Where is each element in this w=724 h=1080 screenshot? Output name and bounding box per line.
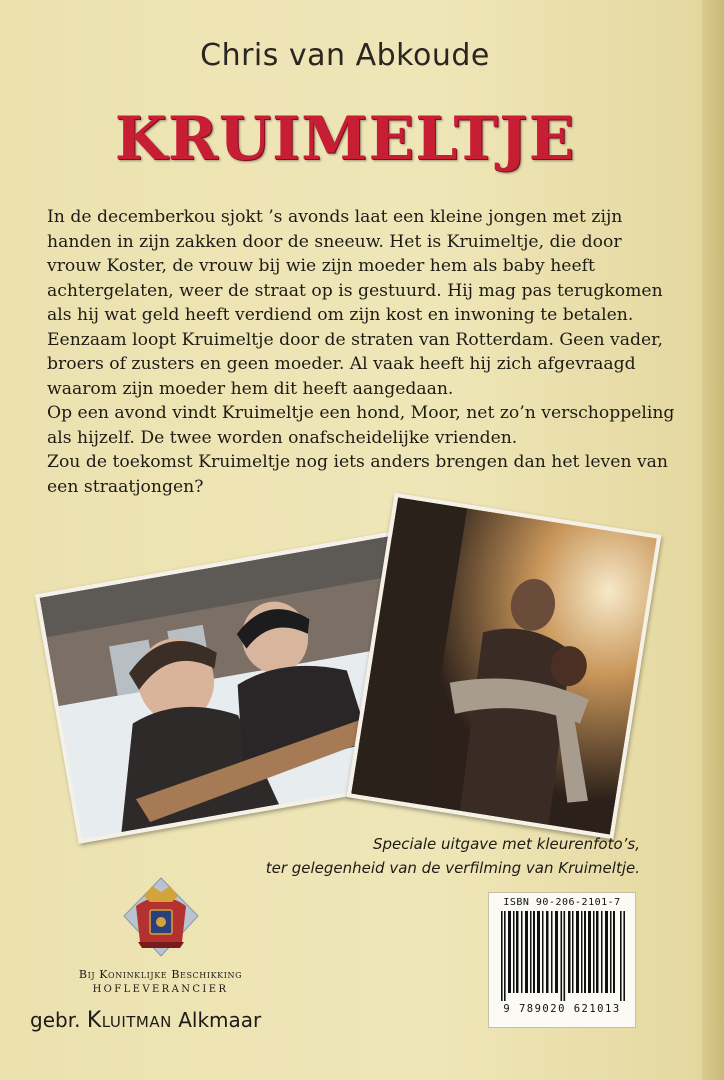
blurb-paragraph-2: Eenzaam loopt Kruimeltje door de straten van Rotterdam. Geen vader, broers of zusters en geen moeder. Al vaak heeft hij zich afgevraagd waarom zijn moeder hem dit heeft aangedaan. xyxy=(47,329,663,399)
publisher-name: Kluitman xyxy=(86,1008,172,1033)
caption-line-2: ter gelegenheid van de verfilming van Kruimeltje. xyxy=(265,859,640,877)
purveyor-line: HOFLEVERANCIER xyxy=(92,984,229,995)
isbn-number: ISBN 90-206-2101-7 xyxy=(503,897,621,908)
publisher-prefix: gebr. xyxy=(30,1008,81,1032)
cover-edge xyxy=(702,0,724,1080)
publisher-city: Alkmaar xyxy=(178,1008,262,1032)
royal-warrant-crest-icon xyxy=(122,876,200,958)
blurb-paragraph-1: In de decemberkou sjokt ’s avonds laat een kleine jongen met zijn handen in zijn zakken door de sneeuw. Het is Kruimeltje, die door vrouw Koster, de vrouw bij wie zijn moeder hem als baby heeft achtergelaten, weer de straat op is gestuurd. Hij mag pas terugkomen als hij wat geld heeft verdiend om zijn kost en inwoning te betalen. xyxy=(47,207,663,325)
blurb-paragraph-3: Op een avond vindt Kruimeltje een hond, Moor, net zo’n verschoppeling als hijzelf. De twee worden onafscheidelijke vrienden. xyxy=(47,403,675,448)
publisher-imprint xyxy=(30,1008,261,1033)
author-name: Chris van Abkoude xyxy=(200,38,490,73)
blurb-paragraph-4: Zou de toekomst Kruimeltje nog iets anders brengen dan het leven van een straatjongen? xyxy=(47,452,668,497)
film-still-man-carrying-child xyxy=(347,493,662,839)
royal-warrant-line: Bij Koninklijke Beschikking xyxy=(78,968,243,981)
book-title: KRUIMELTJE xyxy=(114,104,576,174)
isbn-barcode-label xyxy=(488,892,636,1028)
barcode-icon xyxy=(501,911,625,1001)
ean-number: 9 789020 621013 xyxy=(503,1003,621,1015)
photo-caption xyxy=(190,832,640,880)
blurb-text xyxy=(47,205,677,499)
caption-line-1: Speciale uitgave met kleurenfoto’s, xyxy=(372,835,640,853)
